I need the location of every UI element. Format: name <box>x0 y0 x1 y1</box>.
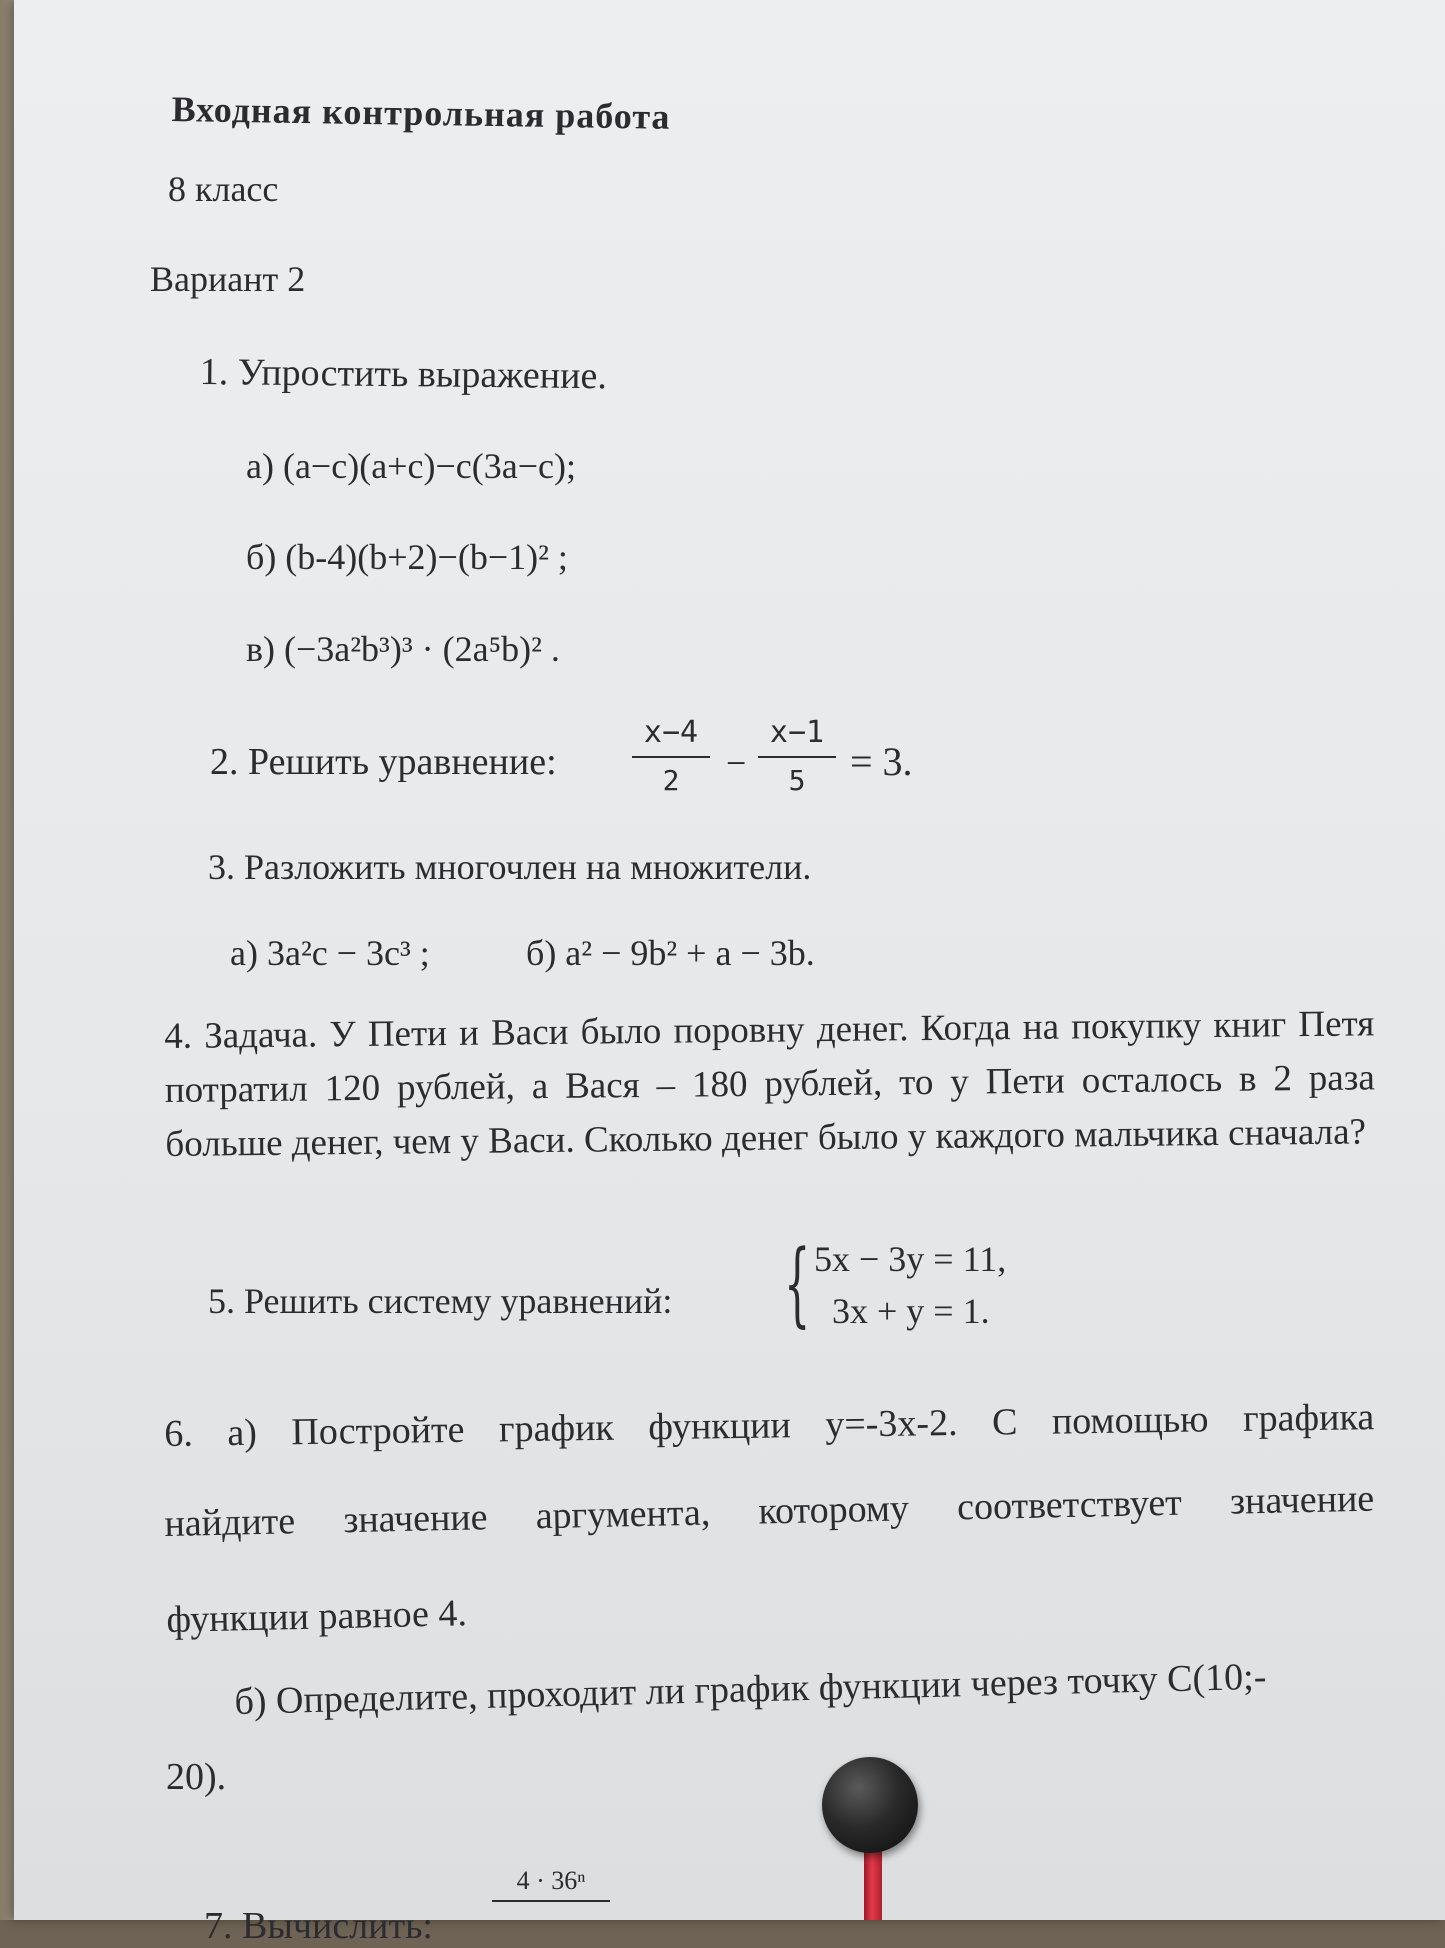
word: которому <box>758 1487 910 1533</box>
task6-line-2 <box>164 1477 1375 1546</box>
pushpin-head <box>822 1757 918 1853</box>
minus-sign: − <box>726 743 747 783</box>
task6-line-4: б) Определите, проходит ли график функции через точку С(10;- <box>234 1655 1267 1723</box>
page-title: Входная контрольная работа <box>171 88 671 137</box>
fraction-denominator: 5 <box>788 764 806 797</box>
task1-item-b: б) (b-4)(b+2)−(b−1)² ; <box>246 537 568 577</box>
task3-heading: 3. Разложить многочлен на множители. <box>208 847 812 887</box>
system-brace: { <box>784 1230 811 1337</box>
task4-problem-text: 4. Задача. У Пети и Васи было поровну денег. Когда на покупку книг Петя потратил 120 рублей, а Вася – 180 рублей, то у Пети осталось в 2 раза больше денег, чем у Васи. Сколько денег было у каждого мальчика сначала? <box>164 1003 1375 1165</box>
variant-label: Вариант 2 <box>150 259 306 299</box>
fraction-bar <box>758 756 836 758</box>
fraction-x-minus-4-over-2 <box>632 715 710 797</box>
fraction-numerator: x−1 <box>769 715 825 750</box>
task6-line-2-words <box>164 1477 1375 1546</box>
task7-fraction <box>492 1866 610 1902</box>
task6-line-1 <box>164 1395 1374 1456</box>
word: найдите <box>164 1500 296 1545</box>
system-equation-2: 3x + y = 1. <box>832 1291 990 1331</box>
fraction-denominator: 2 <box>662 764 680 797</box>
fraction-numerator: 4 · 36ⁿ <box>516 1866 586 1895</box>
task1-item-c: в) (−3a²b³)³ · (2a⁵b)² . <box>246 629 560 669</box>
fraction-bar <box>632 756 710 758</box>
task2-heading: 2. Решить уравнение: <box>210 741 557 783</box>
word: соответствует <box>956 1481 1183 1529</box>
system-equation-1: 5x − 3y = 11, <box>814 1239 1007 1279</box>
equation-rhs: = 3. <box>850 739 913 784</box>
task7-heading-partial: 7. Вычислить: <box>204 1905 433 1947</box>
word: аргумента, <box>535 1491 711 1538</box>
task3-item-b: б) a² − 9b² + a − 3b. <box>526 933 815 973</box>
task6-line-1-text: 6. а) Постройте график функции y=-3x-2. С помощью графика <box>164 1396 1375 1455</box>
task3-item-a: а) 3a²c − 3c³ ; <box>230 933 430 973</box>
fraction-x-minus-1-over-5 <box>758 715 836 797</box>
worksheet-paper <box>14 0 1445 1947</box>
task6-line-3: функции равное 4. <box>166 1592 468 1641</box>
task5-heading: 5. Решить систему уравнений: <box>208 1281 673 1321</box>
fraction-numerator: x−4 <box>643 715 699 750</box>
task1-item-a: а) (a−c)(a+c)−c(3a−c); <box>246 446 576 486</box>
grade-label: 8 класс <box>168 169 279 209</box>
word: значение <box>1229 1477 1375 1523</box>
fraction-bar <box>492 1900 610 1902</box>
task6-line-5: 20). <box>166 1756 227 1798</box>
word: значение <box>342 1496 488 1542</box>
task1-heading: 1. Упростить выражение. <box>199 350 608 398</box>
